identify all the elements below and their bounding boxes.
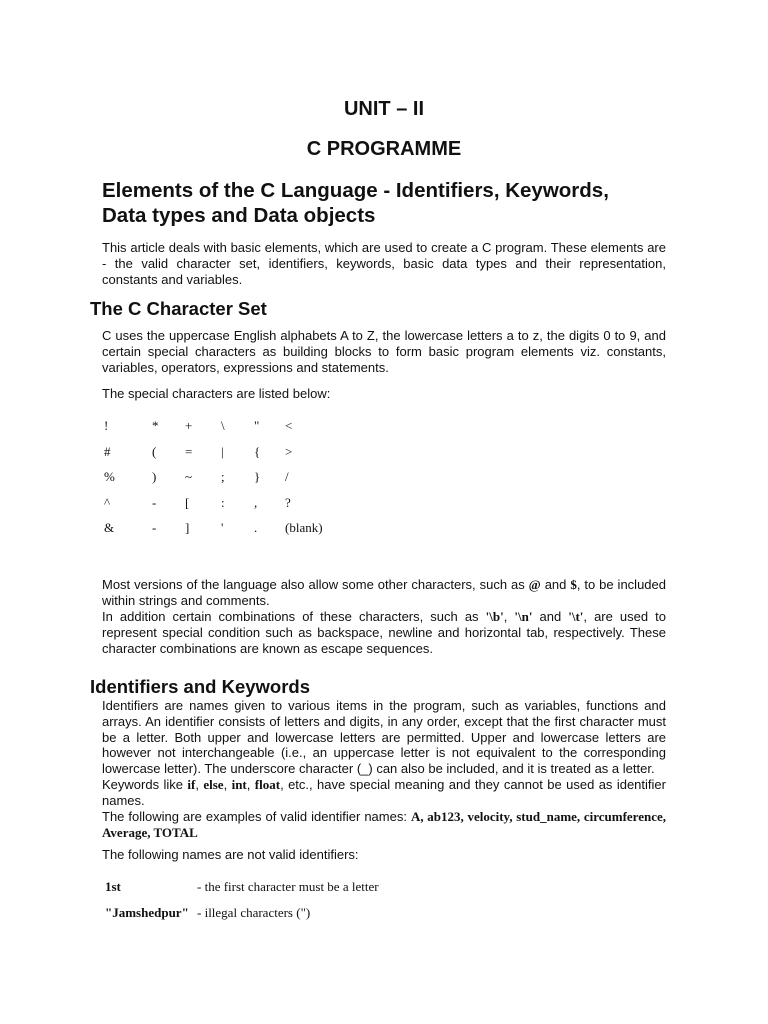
special-char: +: [185, 418, 193, 433]
escape-code: '\n': [514, 609, 533, 624]
text: Keywords like: [102, 777, 188, 792]
special-char: (: [152, 443, 157, 459]
special-char: !: [104, 418, 109, 433]
text: , are used to represent special condition such as backspace, newline and horizontal tab, respectively. These character combinations are known as escape sequences.: [102, 609, 666, 656]
text: ,: [223, 777, 232, 792]
escape-code: '\b': [485, 609, 504, 624]
text: and: [532, 609, 569, 624]
special-chars-row: [100, 469, 400, 485]
keywords-paragraph: [102, 777, 666, 809]
special-chars-row: [100, 418, 400, 434]
text: , etc., have special meaning and they cannot be used as identifier names.: [102, 777, 666, 808]
text: In addition certain combinations of these characters, such as: [102, 609, 486, 624]
special-char: :: [221, 495, 225, 510]
identifier-name: "Jamshedpur": [105, 905, 189, 920]
special-char: ,: [254, 495, 258, 510]
article-title-line: Data types and Data objects: [102, 204, 376, 227]
keyword: else: [203, 777, 224, 792]
special-char: |: [221, 443, 224, 459]
dollar-char: $: [570, 577, 577, 592]
article-title: [102, 178, 702, 228]
special-char: /: [285, 469, 289, 484]
special-char: {: [254, 443, 261, 459]
special-char: (blank): [285, 520, 323, 535]
special-char: &: [104, 520, 115, 535]
special-char: }: [254, 469, 261, 484]
special-char: ": [254, 418, 260, 433]
special-char: <: [285, 418, 293, 433]
special-char: =: [185, 443, 193, 459]
at-char: @: [528, 577, 541, 592]
identifiers-heading: Identifiers and Keywords: [90, 676, 310, 697]
special-char: ~: [185, 469, 193, 484]
text: ,: [503, 609, 515, 624]
unit-heading: UNIT – II: [343, 98, 424, 120]
special-char: >: [285, 443, 293, 459]
keyword: if: [187, 777, 196, 792]
special-char: [: [185, 495, 190, 510]
special-char: ': [221, 520, 224, 535]
subject-heading: C PROGRAMME: [306, 138, 462, 160]
charset-paragraph: C uses the uppercase English alphabets A to Z, the lowercase letters a to z, the digits 0 to 9, and certain special characters as building blocks to form basic program elements viz. constants, variables, operators, expressions and statements.: [102, 328, 666, 375]
special-chars-row: [100, 444, 400, 460]
identifier-name: 1st: [105, 879, 121, 894]
text: and: [540, 577, 571, 592]
escape-sequences-paragraph: [102, 609, 666, 656]
special-char: .: [254, 520, 258, 535]
special-char: -: [152, 495, 157, 510]
special-char: \: [221, 418, 225, 433]
intro-paragraph: This article deals with basic elements, which are used to create a C program. These elements are - the valid character set, identifiers, keywords, basic data types and their representation, constants and variables.: [102, 240, 666, 287]
keyword: int: [231, 777, 247, 792]
special-chars-row: [100, 495, 400, 511]
special-chars-intro: The special characters are listed below:: [102, 386, 331, 401]
special-char: ?: [285, 495, 291, 510]
invalid-identifiers-intro: The following names are not valid identifiers:: [102, 847, 359, 862]
special-char: #: [104, 443, 111, 459]
identifier-reason: - illegal characters ("): [197, 905, 311, 920]
valid-identifiers-paragraph: [102, 809, 666, 841]
escape-code: '\t': [568, 609, 584, 624]
text: ,: [246, 777, 255, 792]
article-title-line: Elements of the C Language - Identifiers, Keywords,: [102, 179, 609, 202]
identifiers-paragraph: Identifiers are names given to various items in the program, such as variables, functions and arrays. An identifier consists of letters and digits, in any order, except that the first character must be a letter. Both upper and lowercase letters are permitted. Upper and lowercase letters are however not interchangeable (i.e., an uppercase letter is not equivalent to the corresponding lowercase letter). The underscore character (_) can also be included, and it is treated as a letter.: [102, 698, 666, 777]
text: ,: [195, 777, 204, 792]
text: , to be included within strings and comments.: [102, 577, 666, 608]
identifier-reason: - the first character must be a letter: [197, 879, 379, 894]
special-char: -: [152, 520, 157, 535]
text: Most versions of the language also allow some other characters, such as: [102, 577, 529, 592]
valid-identifier-names: A, ab123, velocity, stud_name, circumference, Average, TOTAL: [102, 809, 667, 840]
special-char: *: [152, 418, 159, 433]
special-char: ^: [104, 495, 111, 510]
special-char: ): [152, 469, 157, 484]
text: The following are examples of valid identifier names:: [102, 809, 411, 824]
special-char: ]: [185, 520, 190, 535]
other-characters-paragraph: [102, 577, 666, 609]
special-char: ;: [221, 469, 225, 484]
special-chars-row: [100, 520, 400, 536]
special-char: %: [104, 469, 115, 484]
keyword: float: [254, 777, 281, 792]
charset-heading: The C Character Set: [90, 298, 267, 319]
